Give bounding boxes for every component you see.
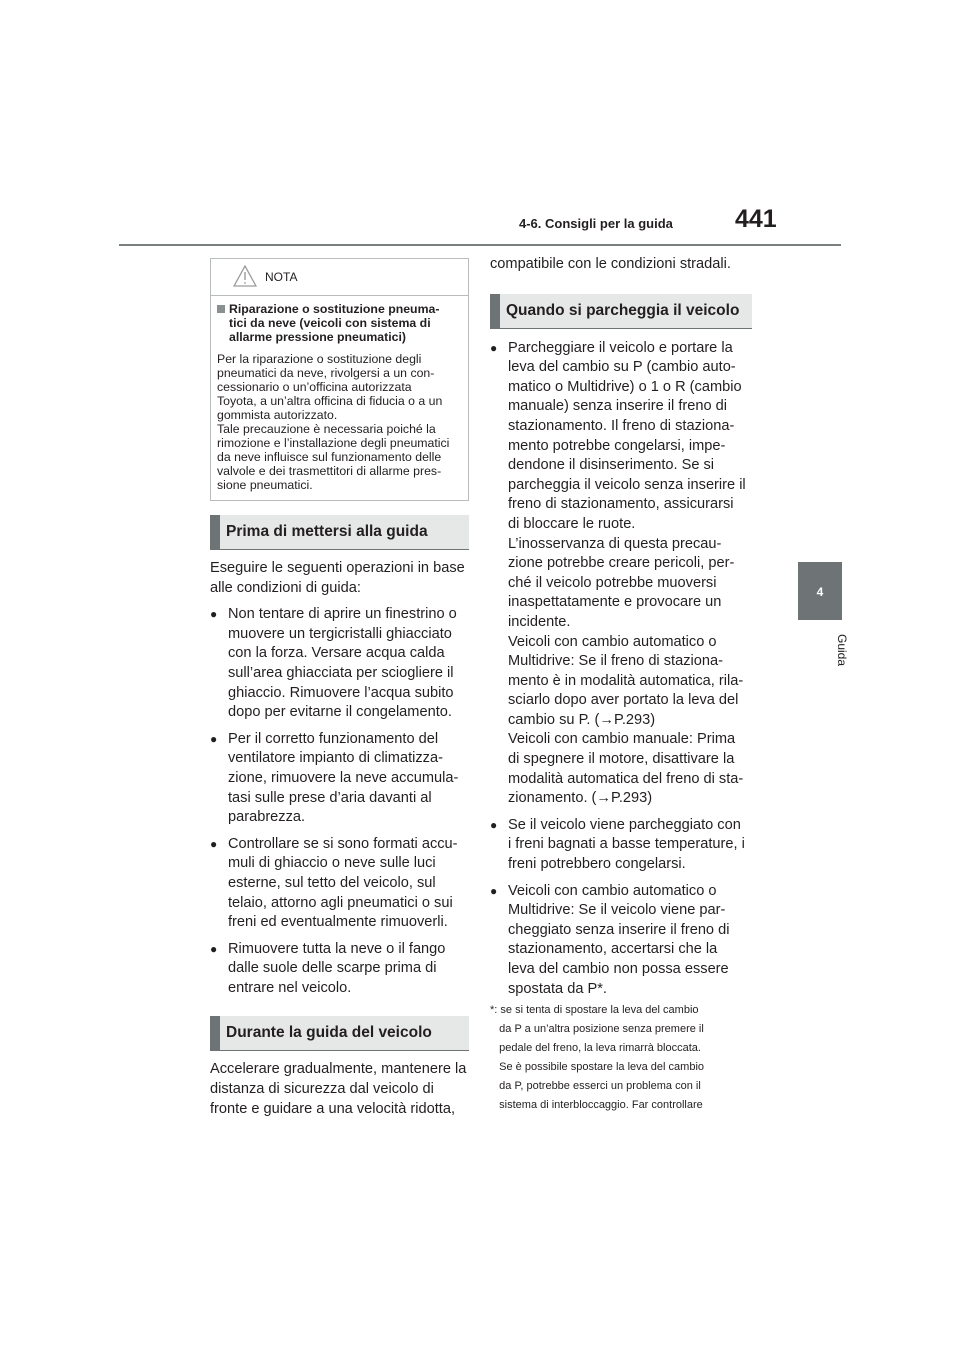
note-header — [217, 265, 462, 289]
chapter-tab — [798, 562, 842, 620]
header-divider — [119, 244, 841, 246]
note-title-text: Riparazione o sostituzione pneuma- tici da neve (veicoli con sistema di allarme pressione pneumatici) — [229, 302, 440, 344]
list-item: ● Veicoli con cambio automatico o Multidrive: Se il veicolo viene par- cheggiato senza inserire il freno di stazionamento, accertarsi che la leva del cambio non possa essere spostata da P*. — [490, 882, 752, 1000]
note-body: Per la riparazione o sostituzione degli pneumatici da neve, rivolgersi a un con- cessionario o un’officina autorizzata Toyota, a un’altra officina di fiducia o a un gommista autorizzato. Tale precauzione è necessaria poiché la rimozione e l’installazione degli pneumatici da neve influisce sul funzionamento delle valvole e dei trasmettitori di allarme pres- sione pneumatici. — [217, 352, 450, 492]
list-item: ● Non tentare di aprire un finestrino o muovere un tergicristalli ghiacciato con la forza. Versare acqua calda sull’area ghiacciata per sciogliere il ghiaccio. Rimuovere l’acqua subito dopo per evitarne il congelamento. — [210, 605, 469, 723]
section-heading-before-driving: Prima di mettersi alla guida — [210, 515, 469, 550]
section-heading-parking: Quando si parcheggia il veicolo — [490, 294, 752, 329]
right-column — [490, 250, 752, 1115]
page-number: 441 — [735, 205, 777, 233]
list-item: ● Per il corretto funzionamento del ventilatore impianto di climatizza- zione, rimuovere la neve accumula- tasi sulle prese d’aria davanti al parabrezza. — [210, 730, 469, 828]
left-column — [210, 258, 469, 1119]
square-bullet-icon — [217, 305, 225, 313]
section-paragraph-continuation: compatibile con le condizioni stradali. — [490, 256, 731, 272]
footnote: *: se si tenta di spostare la leva del cambio da P a un’altra posizione senza premere il pedale del freno, la leva rimarrà bloccata. Se è possibile spostare la leva del cambio da P, potrebbe esserci un problema con il sistema di interbloccaggio. Far controllare — [490, 1004, 705, 1112]
chapter-label: Guida — [835, 634, 849, 667]
list-item: ● Se il veicolo viene parcheggiato con i freni bagnati a basse temperature, i freni potrebbero congelarsi. — [490, 816, 752, 875]
note-title — [217, 302, 462, 344]
section-intro: Eseguire le seguenti operazioni in base alle condizioni di guida: — [210, 560, 465, 596]
list-item: ● Rimuovere tutta la neve o il fango dalle suole delle scarpe prima di entrare nel veicolo. — [210, 940, 469, 999]
warning-triangle-icon — [233, 265, 257, 287]
chapter-number: 4 — [816, 585, 824, 599]
section-header: 4-6. Consigli per la guida — [519, 216, 673, 231]
note-divider — [211, 295, 468, 296]
list-item: ● Parcheggiare il veicolo e portare la leva del cambio su P (cambio auto- matico o Multidrive) o 1 o R (cambio manuale) senza inserire il freno di stazionamento. Il freno di staziona- mento potrebbe congelarsi, impe- dendone il disinserimento. Se si parcheggia il veicolo senza inserire il freno di stazionamento, assicurarsi di bloccare le ruote. L’inosservanza di questa precau- zione potrebbe creare pericoli, per- ché il veicolo potrebbe muoversi inaspettatamente e provocare un incidente. Veicoli con cambio automatico o Multidrive: Se il freno di staziona- mento è in modalità automatica, rila- sciarlo dopo aver portato la leva del cambio su P. (→P.293) Veicoli con cambio manuale: Prima di spegnere il motore, disattivare la modalità automatica del freno di sta- zionamento. (→P.293) — [490, 339, 752, 809]
list-item: ● Controllare se si sono formati accu- muli di ghiaccio o neve sulle luci esterne, sul tetto del veicolo, sul telaio, attorno agli pneumatici o sui freni ed eventualmente rimuoverli. — [210, 835, 469, 933]
section-paragraph: Accelerare gradualmente, mantenere la distanza di sicurezza dal veicolo di fronte e guidare a una velocità ridotta, — [210, 1061, 467, 1117]
note-box — [210, 258, 469, 501]
section-heading-while-driving: Durante la guida del veicolo — [210, 1016, 469, 1051]
note-label: NOTA — [265, 270, 298, 284]
